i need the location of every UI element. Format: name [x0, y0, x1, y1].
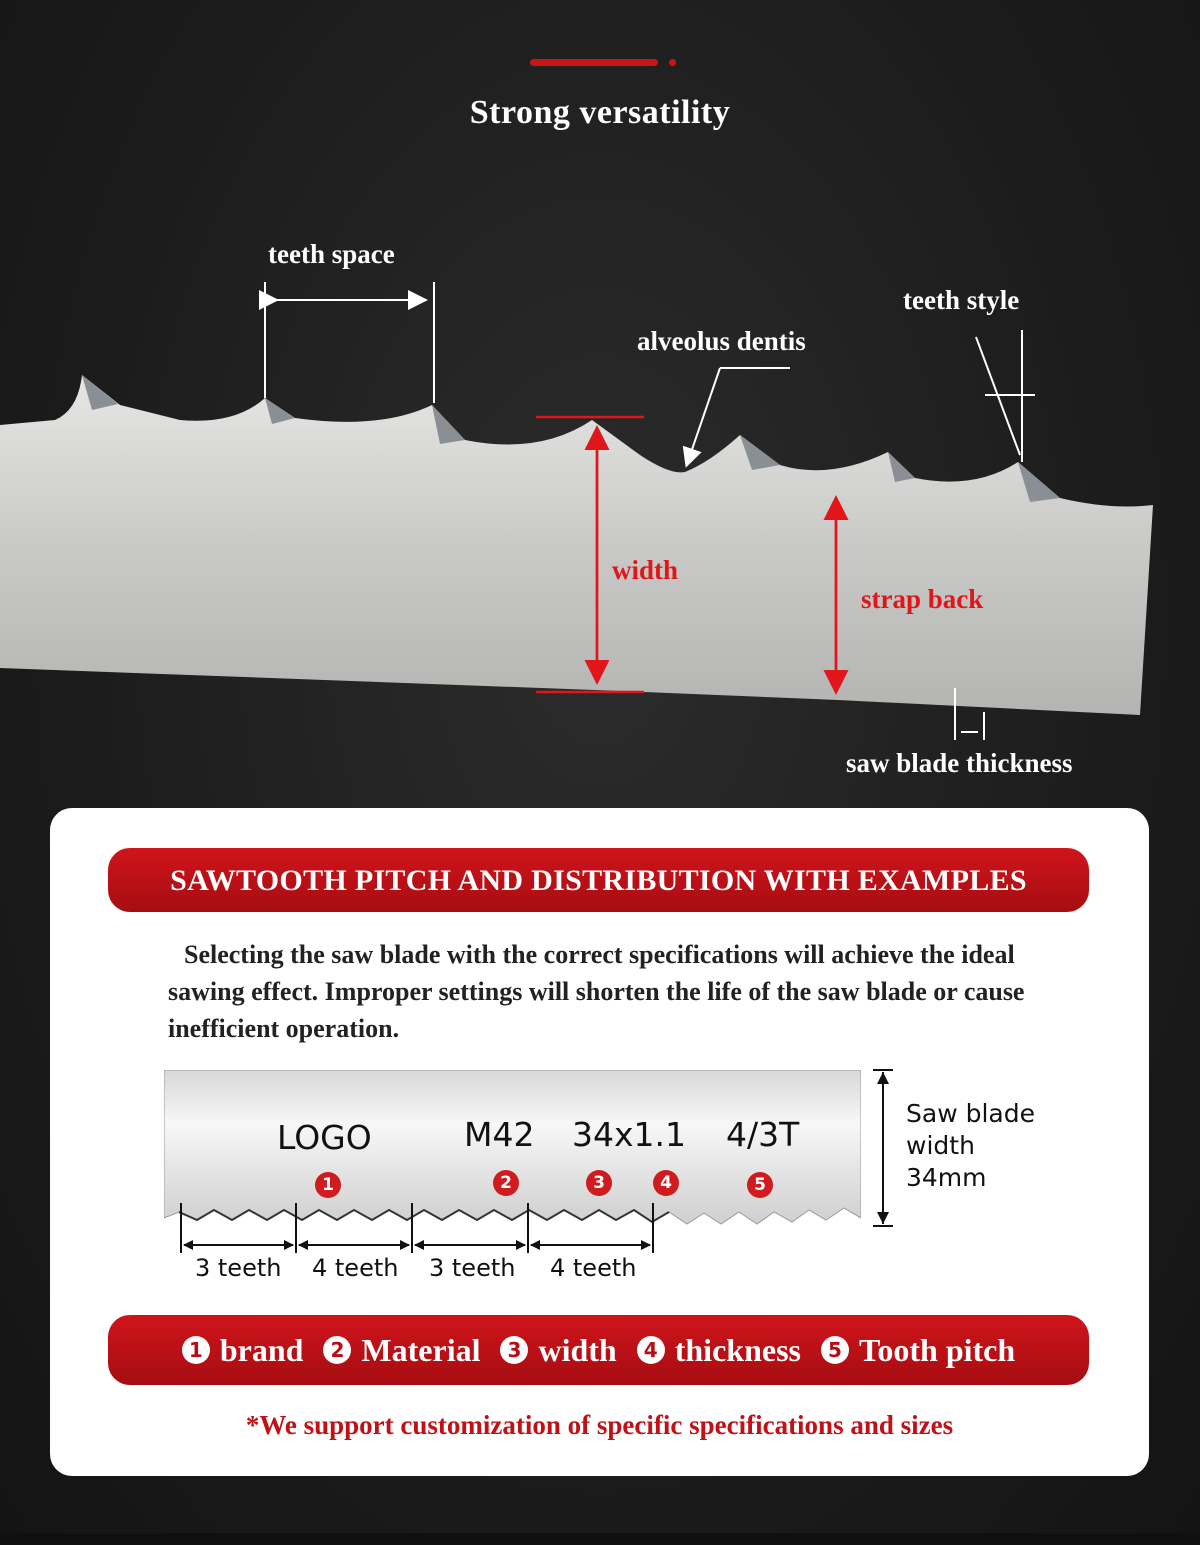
size-marking: 34x1.1 [572, 1115, 687, 1154]
strap-back-label: strap back [861, 584, 984, 614]
pitch-marking: 4/3T [726, 1115, 800, 1154]
marker-3: 3 [586, 1170, 612, 1196]
description: Selecting the saw blade with the correct specifications will achieve the ideal sawing effect. Improper settings will shorten the life of the saw blade or cause inefficient operation. [168, 940, 1025, 1043]
alveolus-dentis-label: alveolus dentis [637, 326, 806, 356]
marker-2: 2 [493, 1170, 519, 1196]
legend-number: 3 [500, 1336, 528, 1364]
teeth-group-label: 4 teeth [312, 1254, 399, 1282]
width-note [906, 1098, 1035, 1194]
material-marking: M42 [464, 1115, 535, 1154]
legend-tooth-pitch [821, 1315, 1015, 1385]
legend-number: 1 [182, 1336, 210, 1364]
width-note-line: width [906, 1131, 975, 1160]
legend-number: 4 [637, 1336, 665, 1364]
legend-number: 2 [323, 1336, 351, 1364]
width-note-line: Saw blade [906, 1099, 1035, 1128]
bottom-bar [0, 1533, 1200, 1545]
marker-4: 4 [653, 1170, 679, 1196]
legend-material [323, 1315, 480, 1385]
teeth-group-label: 4 teeth [550, 1254, 637, 1282]
legend-label: Material [361, 1332, 481, 1368]
blade-body [0, 375, 1153, 715]
logo-marking: LOGO [277, 1118, 372, 1157]
marker-1: 1 [315, 1172, 341, 1198]
legend-thickness [637, 1315, 801, 1385]
page-title: Strong versatility [469, 94, 731, 131]
teeth-group-label: 3 teeth [195, 1254, 282, 1282]
legend-label: brand [219, 1332, 304, 1368]
section-heading: SAWTOOTH PITCH AND DISTRIBUTION WITH EXAMPLES [108, 848, 1089, 912]
legend-brand [182, 1315, 304, 1385]
teeth-space-label: teeth space [268, 239, 395, 269]
teeth-style-annotation [976, 330, 1035, 462]
customization-note: *We support customization of specific specifications and sizes [245, 1410, 954, 1440]
legend-label: width [538, 1332, 617, 1368]
teeth-space-annotation [265, 282, 434, 403]
marker-5: 5 [747, 1172, 773, 1198]
width-label: width [612, 555, 679, 585]
teeth-grouping [178, 1203, 658, 1253]
width-dimension [868, 1066, 898, 1231]
width-note-line: 34mm [906, 1163, 987, 1192]
legend-number: 5 [821, 1336, 849, 1364]
teeth-group-label: 3 teeth [429, 1254, 516, 1282]
teeth-style-label: teeth style [903, 285, 1020, 315]
spec-card [50, 808, 1149, 1476]
legend-bar [108, 1315, 1089, 1385]
legend-label: thickness [674, 1332, 801, 1368]
legend-label: Tooth pitch [858, 1332, 1016, 1368]
saw-blade-thickness-label: saw blade thickness [846, 748, 1073, 778]
legend-width [500, 1315, 616, 1385]
